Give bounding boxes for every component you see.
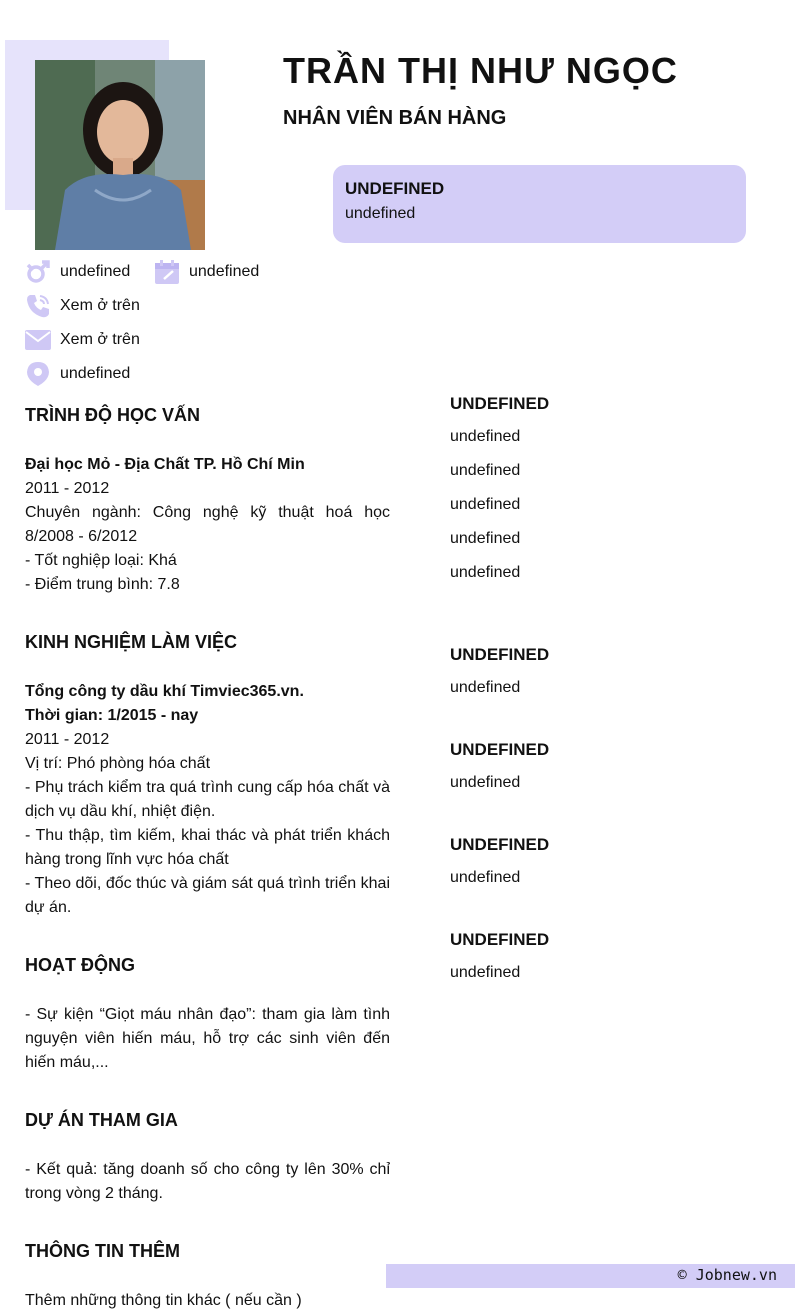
- experience-company: Tổng công ty dầu khí Timviec365.vn.: [25, 683, 304, 700]
- extra-info-heading: THÔNG TIN THÊM: [25, 1241, 180, 1261]
- skill-item: undefined: [450, 564, 521, 581]
- projects-heading: DỰ ÁN THAM GIA: [25, 1110, 178, 1130]
- objective-body: undefined: [345, 205, 416, 222]
- footer-bar: [386, 1264, 795, 1288]
- skill-item: undefined: [450, 530, 521, 547]
- education-major: Chuyên ngành: Công nghệ kỹ thuật hoá học 8/2008 - 6/2012: [25, 504, 390, 545]
- location-icon: [25, 361, 51, 387]
- phone-value: Xem ở trên: [60, 297, 140, 314]
- right-block-heading: UNDEFINED: [450, 930, 550, 949]
- objective-box: [333, 165, 746, 243]
- skills-heading: UNDEFINED: [450, 394, 550, 413]
- job-title: NHÂN VIÊN BÁN HÀNG: [283, 107, 507, 129]
- education-school: Đại học Mỏ - Địa Chất TP. Hồ Chí Min: [25, 456, 305, 473]
- right-block-1: [450, 645, 750, 697]
- experience-duty-2: - Thu thập, tìm kiếm, khai thác và phát triển khách hàng trong lĩnh vực hóa chất: [25, 827, 390, 868]
- gender-icon: [25, 259, 51, 285]
- right-block-2: [450, 740, 750, 792]
- education-period: 2011 - 2012: [25, 480, 110, 497]
- right-block-body: undefined: [450, 679, 521, 696]
- candidate-name: TRẦN THỊ NHƯ NGỌC: [283, 50, 678, 91]
- email-icon: [25, 327, 51, 353]
- experience-time: Thời gian: 1/2015 - nay: [25, 707, 199, 724]
- skill-item: undefined: [450, 496, 521, 513]
- profile-photo-illustration: [35, 60, 205, 250]
- phone-icon: [25, 293, 51, 319]
- education-grade: - Tốt nghiệp loại: Khá: [25, 552, 177, 569]
- left-column: [25, 405, 390, 1313]
- email-value: Xem ở trên: [60, 331, 140, 348]
- skill-item: undefined: [450, 462, 521, 479]
- skill-item: undefined: [450, 428, 521, 445]
- experience-period: 2011 - 2012: [25, 731, 110, 748]
- right-block-4: [450, 930, 750, 982]
- right-block-body: undefined: [450, 964, 521, 981]
- experience-heading: KINH NGHIỆM LÀM VIỆC: [25, 632, 238, 652]
- education-heading: TRÌNH ĐỘ HỌC VẤN: [25, 405, 200, 425]
- activities-body: - Sự kiện “Giọt máu nhân đạo”: tham gia làm tình nguyện viên hiến máu, hỗ trợ các sinh viên đến hiến máu,...: [25, 1006, 390, 1071]
- education-gpa: - Điểm trung bình: 7.8: [25, 576, 180, 593]
- experience-duty-1: - Phụ trách kiểm tra quá trình cung cấp hóa chất và dịch vụ dầu khí, nhiệt điện.: [25, 779, 390, 820]
- extra-info-body: Thêm những thông tin khác ( nếu cần ): [25, 1292, 302, 1309]
- right-block-heading: UNDEFINED: [450, 835, 550, 854]
- contact-info: [25, 259, 325, 387]
- right-block-body: undefined: [450, 774, 521, 791]
- profile-photo: [35, 60, 205, 250]
- projects-body: - Kết quả: tăng doanh số cho công ty lên 30% chỉ trong vòng 2 tháng.: [25, 1161, 390, 1202]
- right-block-body: undefined: [450, 869, 521, 886]
- right-column: [450, 394, 750, 598]
- activities-heading: HOẠT ĐỘNG: [25, 955, 135, 975]
- address-value: undefined: [60, 365, 131, 382]
- gender-value: undefined: [60, 263, 131, 280]
- footer-copyright[interactable]: © Jobnew.vn: [677, 1266, 777, 1284]
- birthday-value: undefined: [189, 263, 260, 280]
- experience-duty-3: - Theo dõi, đốc thúc và giám sát quá trình triển khai dự án.: [25, 875, 390, 916]
- right-block-3: [450, 835, 750, 887]
- experience-position: Vị trí: Phó phòng hóa chất: [25, 755, 211, 772]
- right-block-heading: UNDEFINED: [450, 645, 550, 664]
- objective-heading: UNDEFINED: [345, 179, 445, 198]
- right-block-heading: UNDEFINED: [450, 740, 550, 759]
- calendar-icon: [154, 259, 180, 285]
